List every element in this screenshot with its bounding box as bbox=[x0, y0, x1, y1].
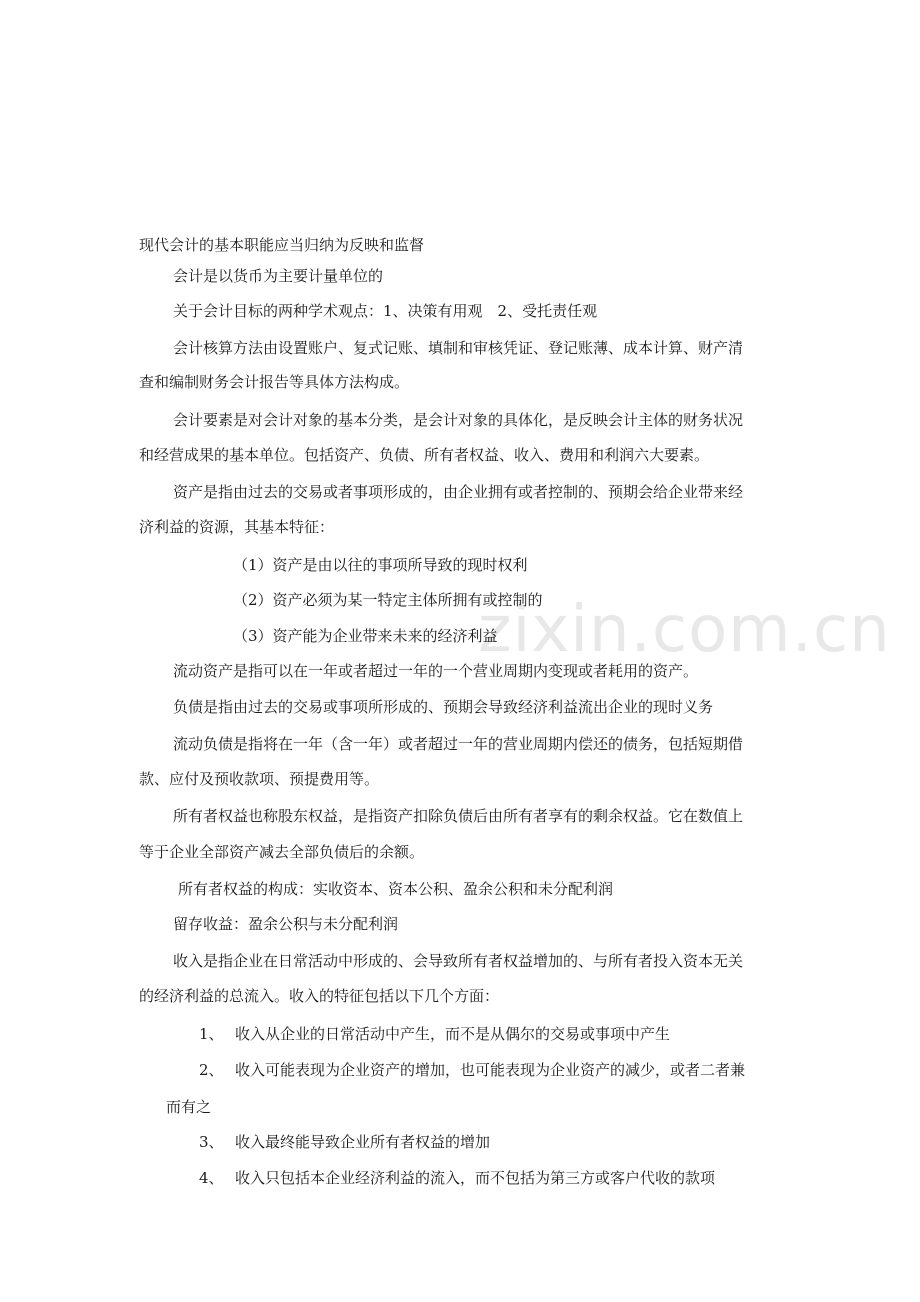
list-item: （3）资产能为企业带来未来的经济利益 bbox=[233, 627, 498, 645]
list-item bbox=[199, 1168, 715, 1188]
paragraph-line: 会计核算方法由设置账户、复式记账、填制和审核凭证、登记账薄、成本计算、财产清 bbox=[173, 339, 744, 357]
list-text: 收入只包括本企业经济利益的流入，而不包括为第三方或客户代收的款项 bbox=[235, 1169, 716, 1187]
list-text: 收入从企业的日常活动中产生，而不是从偶尔的交易或事项中产生 bbox=[235, 1025, 671, 1043]
watermark: zixin.com.cn bbox=[478, 593, 891, 667]
paragraph-line: 会计是以货币为主要计量单位的 bbox=[173, 267, 384, 285]
paragraph-line: 查和编制财务会计报告等具体方法构成。 bbox=[139, 373, 410, 391]
paragraph-line: 流动负债是指将在一年（含一年）或者超过一年的营业周期内偿还的债务，包括短期借 bbox=[173, 735, 744, 753]
list-number: 2、 bbox=[199, 1061, 224, 1079]
list-item bbox=[199, 1024, 670, 1044]
paragraph-line: 现代会计的基本职能应当归纳为反映和监督 bbox=[139, 236, 425, 254]
paragraph-line: 所有者权益也称股东权益，是指资产扣除负债后由所有者享有的剩余权益。它在数值上 bbox=[173, 807, 744, 825]
list-text: 收入可能表现为企业资产的增加，也可能表现为企业资产的减少，或者二者兼 bbox=[235, 1061, 746, 1079]
paragraph-line: 流动资产是指可以在一年或者超过一年的一个营业周期内变现或者耗用的资产。 bbox=[173, 662, 699, 680]
paragraph-line: 等于企业全部资产减去全部负债后的余额。 bbox=[139, 843, 425, 861]
paragraph-line: 所有者权益的构成：实收资本、资本公积、盈余公积和未分配利润 bbox=[178, 880, 614, 898]
list-text: 收入最终能导致企业所有者权益的增加 bbox=[235, 1133, 491, 1151]
paragraph-line: 会计要素是对会计对象的基本分类，是会计对象的具体化，是反映会计主体的财务状况 bbox=[173, 411, 744, 429]
paragraph-line: 负债是指由过去的交易或事项所形成的、预期会导致经济利益流出企业的现时义务 bbox=[173, 698, 714, 716]
list-item-continuation: 而有之 bbox=[166, 1098, 212, 1116]
paragraph-line: 的经济利益的总流入。收入的特征包括以下几个方面： bbox=[139, 987, 500, 1005]
paragraph-line: 关于会计目标的两种学术观点：1、决策有用观 2、受托责任观 bbox=[173, 302, 598, 320]
list-number: 3、 bbox=[199, 1133, 224, 1151]
list-item bbox=[199, 1132, 490, 1152]
list-item: （2）资产必须为某一特定主体所拥有或控制的 bbox=[233, 591, 543, 609]
paragraph-line: 收入是指企业在日常活动中形成的、会导致所有者权益增加的、与所有者投入资本无关 bbox=[173, 952, 744, 970]
list-item bbox=[199, 1060, 745, 1080]
paragraph-line: 和经营成果的基本单位。包括资产、负债、所有者权益、收入、费用和利润六大要素。 bbox=[139, 446, 710, 464]
paragraph-line: 资产是指由过去的交易或者事项形成的，由企业拥有或者控制的、预期会给企业带来经 bbox=[173, 483, 744, 501]
list-number: 4、 bbox=[199, 1169, 224, 1187]
paragraph-line: 留存收益：盈余公积与未分配利润 bbox=[173, 915, 399, 933]
paragraph-line: 济利益的资源，其基本特征： bbox=[139, 518, 335, 536]
list-item: （1）资产是由以往的事项所导致的现时权利 bbox=[233, 556, 528, 574]
list-number: 1、 bbox=[199, 1025, 224, 1043]
paragraph-line: 款、应付及预收款项、预提费用等。 bbox=[139, 770, 380, 788]
